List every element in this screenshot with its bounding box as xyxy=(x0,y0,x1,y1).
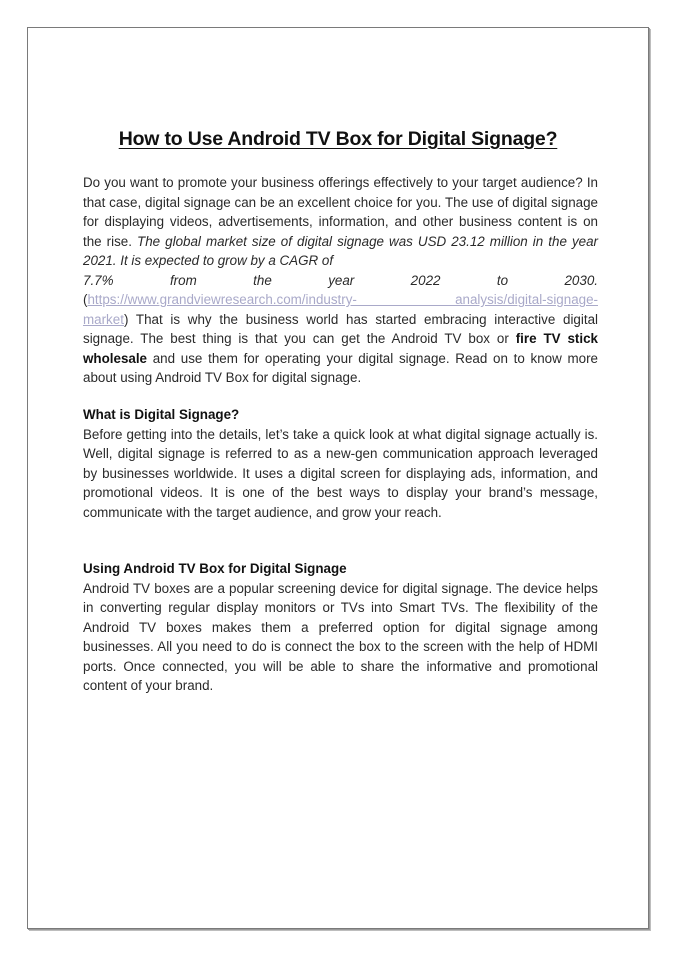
intro-text-c: and use them for operating your digital signage. Read on to know more about using Android TV Box for digital signage. xyxy=(83,350,598,385)
intro-italic-a: The global market size of digital signage was USD 23.12 million in the year 2021. It is expected to grow by a CAGR of xyxy=(83,233,598,268)
intro-italic-b: 7.7% from the year 2022 to 2030. xyxy=(83,272,598,288)
section-using-android-tv-box xyxy=(83,559,598,696)
intro-text-b: ) That is why the business world has started embracing interactive digital signage. The best thing is that you can get the Android TV box or xyxy=(83,311,598,346)
intro-paragraph xyxy=(83,173,598,388)
source-link-line: (https://www.grandviewresearch.com/industry- analysis/digital-signage- xyxy=(83,292,598,307)
page-title: How to Use Android TV Box for Digital Signage? xyxy=(118,128,558,150)
section-heading: Using Android TV Box for Digital Signage xyxy=(83,561,347,576)
source-link-continued[interactable]: market xyxy=(83,311,124,327)
document-page xyxy=(27,27,649,929)
section-what-is-digital-signage xyxy=(83,405,598,522)
section-text: Before getting into the details, let’s take a quick look at what digital signage actually is. Well, digital signage is referred to as a new-gen communication approach leveraged by businesses worldwide. It uses a digital screen for displaying ads, information, and promotional videos. It is one of the best ways to display your brand’s message, communicate with the target audience, and grow your reach. xyxy=(83,426,598,520)
intro-bold-phrase: fire TV stick wholesale xyxy=(83,331,598,366)
section-heading: What is Digital Signage? xyxy=(83,407,240,422)
intro-text-a: Do you want to promote your business offerings effectively to your target audience? In that case, digital signage can be an excellent choice for you. The use of digital signage for displaying videos, advertisements, information, and other business content is on the rise. xyxy=(83,175,598,249)
source-link[interactable]: https://www.grandviewresearch.com/industry- analysis/digital-signage- xyxy=(87,292,598,307)
section-text: Android TV boxes are a popular screening device for digital signage. The device helps in converting regular display monitors or TVs into Smart TVs. The flexibility of the Android TV boxes makes them a preferred option for digital signage among businesses. All you need to do is connect the box to the screen with the help of HDMI ports. Once connected, you will be able to share the informative and promotional content of your brand. xyxy=(83,580,598,693)
